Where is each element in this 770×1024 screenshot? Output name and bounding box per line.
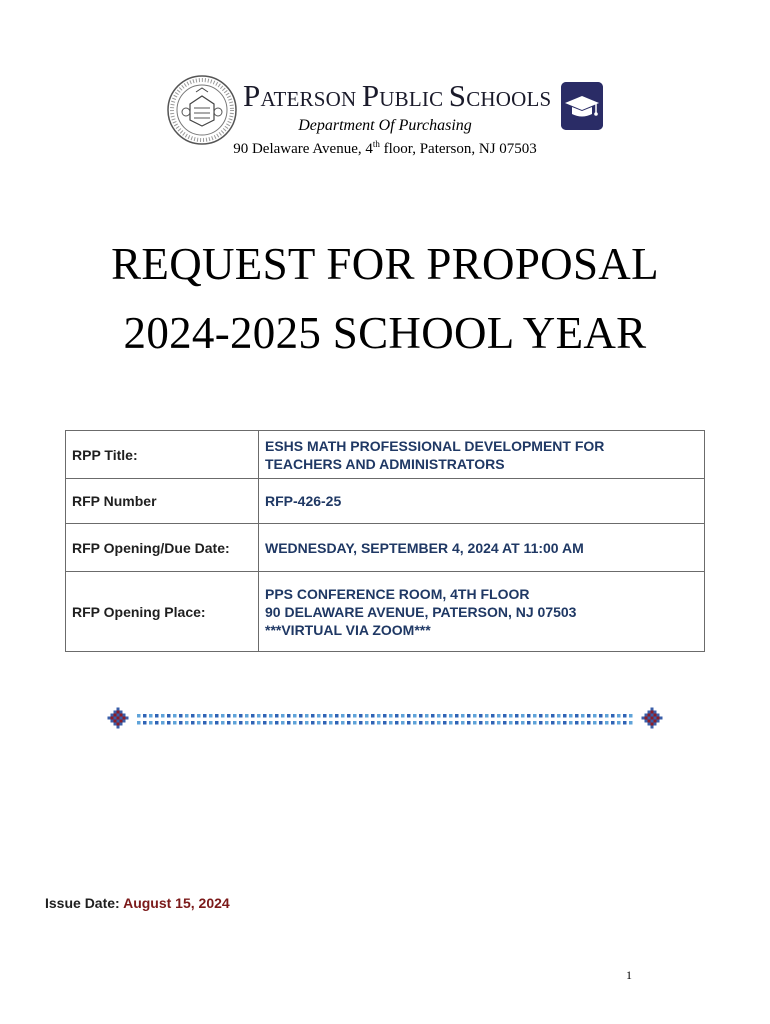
- divider-dot: [275, 714, 279, 718]
- row-value-line: TEACHERS AND ADMINISTRATORS: [265, 455, 505, 472]
- divider-dot: [269, 714, 273, 718]
- divider-dot: [335, 721, 339, 725]
- divider-dot: [479, 714, 483, 718]
- divider-dot: [197, 714, 201, 718]
- divider-dot: [317, 714, 321, 718]
- divider-dot: [371, 721, 375, 725]
- divider-dot: [317, 721, 321, 725]
- row-value-line: RFP-426-25: [265, 493, 342, 509]
- divider-dot: [263, 714, 267, 718]
- divider-dot: [311, 721, 315, 725]
- divider-dot: [377, 714, 381, 718]
- row-value-line: PPS CONFERENCE ROOM, 4TH FLOOR: [265, 585, 530, 602]
- divider-dot: [269, 721, 273, 725]
- row-value: [259, 524, 705, 572]
- divider-dot: [503, 721, 507, 725]
- table-row: [66, 431, 705, 479]
- divider-dot: [629, 721, 633, 725]
- rfp-info-table: [65, 430, 705, 652]
- divider-left-ornament: [108, 708, 129, 729]
- divider-dot: [539, 721, 543, 725]
- divider-dot: [515, 721, 519, 725]
- divider-dot: [143, 721, 147, 725]
- divider-dot: [545, 714, 549, 718]
- divider-dot: [275, 721, 279, 725]
- divider-dot: [377, 721, 381, 725]
- divider-dot: [479, 721, 483, 725]
- divider-dot: [173, 721, 177, 725]
- divider-dot: [413, 714, 417, 718]
- divider-dot: [593, 721, 597, 725]
- divider-dot: [257, 714, 261, 718]
- table-row: [66, 479, 705, 524]
- divider-dot: [587, 721, 591, 725]
- divider-dot: [431, 714, 435, 718]
- row-label: RPP Title:: [66, 431, 259, 479]
- divider-dot: [515, 714, 519, 718]
- divider-dot: [407, 714, 411, 718]
- page-number: 1: [626, 968, 632, 982]
- divider-dot: [623, 721, 627, 725]
- divider-dot: [209, 721, 213, 725]
- divider-dot: [299, 721, 303, 725]
- row-value: [259, 431, 705, 479]
- divider-dot: [179, 714, 183, 718]
- divider-dot: [353, 714, 357, 718]
- divider-dot: [623, 714, 627, 718]
- divider-dot: [509, 721, 513, 725]
- divider-dot: [323, 714, 327, 718]
- divider-dot: [341, 721, 345, 725]
- org-name-initial: P: [243, 78, 261, 113]
- issue-date-label: Issue Date:: [45, 895, 124, 911]
- divider-dot: [419, 721, 423, 725]
- divider-dot: [371, 714, 375, 718]
- divider-dot: [137, 714, 141, 718]
- row-value-line: 90 DELAWARE AVENUE, PATERSON, NJ 07503: [265, 603, 577, 620]
- divider-dot: [461, 714, 465, 718]
- divider-dot: [587, 714, 591, 718]
- divider-dot: [419, 714, 423, 718]
- divider-dot: [203, 721, 207, 725]
- divider-dot: [215, 721, 219, 725]
- divider-dot: [569, 721, 573, 725]
- divider-dot: [155, 721, 159, 725]
- divider-dot: [221, 714, 225, 718]
- row-label: RFP Opening/Due Date:: [66, 524, 259, 572]
- org-name-word: UBLIC: [379, 87, 449, 111]
- divider-dot: [215, 714, 219, 718]
- row-value: [259, 479, 705, 524]
- divider-dot: [383, 721, 387, 725]
- divider-dot: [287, 721, 291, 725]
- divider-dot: [401, 721, 405, 725]
- divider-dot: [473, 714, 477, 718]
- divider-dot: [245, 714, 249, 718]
- issue-date-value: August 15, 2024: [123, 895, 230, 911]
- divider-dot: [383, 714, 387, 718]
- divider-dot: [425, 714, 429, 718]
- divider-dot: [557, 721, 561, 725]
- row-value-line: ***VIRTUAL VIA ZOOM***: [265, 621, 431, 638]
- divider-dot: [173, 714, 177, 718]
- organization-name: [243, 78, 551, 114]
- divider-dot: [521, 721, 525, 725]
- divider-dot: [185, 714, 189, 718]
- divider-dot: [575, 721, 579, 725]
- divider-dot: [599, 721, 603, 725]
- divider-dot: [551, 714, 555, 718]
- divider-dot: [563, 721, 567, 725]
- divider-dot: [533, 714, 537, 718]
- divider-dot: [533, 721, 537, 725]
- divider-dot: [227, 721, 231, 725]
- divider-dot: [503, 714, 507, 718]
- divider-dot: [569, 714, 573, 718]
- divider-dot: [437, 714, 441, 718]
- state-seal-icon: [166, 74, 238, 146]
- divider-dot: [251, 721, 255, 725]
- org-name-word: CHOOLS: [466, 87, 552, 111]
- divider-dot: [497, 714, 501, 718]
- divider-dot: [605, 714, 609, 718]
- divider-dot: [485, 721, 489, 725]
- divider-dot: [161, 714, 165, 718]
- divider-dot: [239, 721, 243, 725]
- divider-dot: [491, 714, 495, 718]
- divider-dot: [347, 721, 351, 725]
- divider-dot: [221, 721, 225, 725]
- divider-dot: [593, 714, 597, 718]
- divider-dot: [611, 721, 615, 725]
- divider-dot: [491, 721, 495, 725]
- divider-dot: [329, 714, 333, 718]
- divider-dot: [239, 714, 243, 718]
- divider-dot: [233, 714, 237, 718]
- divider-dot: [347, 714, 351, 718]
- divider-dot: [527, 721, 531, 725]
- divider-dot: [443, 721, 447, 725]
- divider-dot: [437, 721, 441, 725]
- org-name-initial: S: [448, 78, 467, 113]
- divider-dot: [197, 721, 201, 725]
- divider-dot: [299, 714, 303, 718]
- table-row: [66, 572, 705, 652]
- divider-dot: [305, 721, 309, 725]
- table-row: [66, 524, 705, 572]
- divider-dot: [599, 714, 603, 718]
- school-year-title: 2024-2025 SCHOOL YEAR: [123, 308, 647, 358]
- divider-dot: [287, 714, 291, 718]
- divider-dot: [323, 721, 327, 725]
- divider-dot: [425, 721, 429, 725]
- divider-dot: [557, 714, 561, 718]
- divider-dot: [461, 721, 465, 725]
- divider-dot: [497, 721, 501, 725]
- divider-dot: [509, 714, 513, 718]
- divider-dot: [407, 721, 411, 725]
- row-value-line: ESHS MATH PROFESSIONAL DEVELOPMENT FOR: [265, 437, 605, 454]
- divider-dot: [227, 714, 231, 718]
- divider-dot: [617, 721, 621, 725]
- divider-dot: [257, 721, 261, 725]
- divider-dot: [581, 714, 585, 718]
- divider-dot: [305, 714, 309, 718]
- divider-dot: [359, 721, 363, 725]
- divider-dot: [209, 714, 213, 718]
- divider-dot: [545, 721, 549, 725]
- divider-dot: [185, 721, 189, 725]
- divider-dot: [539, 714, 543, 718]
- divider-dot: [281, 721, 285, 725]
- row-label: RFP Number: [66, 479, 259, 524]
- divider-dot: [575, 714, 579, 718]
- divider-dot: [149, 714, 153, 718]
- divider-dot: [143, 714, 147, 718]
- divider-dot: [365, 721, 369, 725]
- divider-dot: [149, 721, 153, 725]
- divider-dot: [281, 714, 285, 718]
- divider-dot: [365, 714, 369, 718]
- row-value-line: WEDNESDAY, SEPTEMBER 4, 2024 AT 11:00 AM: [265, 539, 584, 556]
- row-label: RFP Opening Place:: [66, 572, 259, 652]
- divider-dot: [251, 714, 255, 718]
- divider-dot: [293, 714, 297, 718]
- divider-dot: [179, 721, 183, 725]
- issue-date: [45, 895, 230, 911]
- divider-dot: [137, 721, 141, 725]
- divider-dot: [563, 714, 567, 718]
- divider-dot: [473, 721, 477, 725]
- divider-dot: [413, 721, 417, 725]
- divider-dot: [467, 721, 471, 725]
- decorative-divider: [105, 704, 665, 732]
- divider-dot: [389, 714, 393, 718]
- divider-dot: [617, 714, 621, 718]
- divider-dot: [341, 714, 345, 718]
- divider-dot: [161, 721, 165, 725]
- divider-dot: [353, 721, 357, 725]
- divider-dot: [605, 721, 609, 725]
- divider-dot: [167, 721, 171, 725]
- department-address: 90 Delaware Avenue, 4th floor, Paterson, NJ 07503: [233, 139, 537, 157]
- divider-dot: [449, 721, 453, 725]
- divider-dot: [395, 714, 399, 718]
- org-name-initial: P: [361, 78, 380, 113]
- divider-dot: [329, 721, 333, 725]
- divider-dot: [233, 721, 237, 725]
- divider-dot: [245, 721, 249, 725]
- divider-dot: [551, 721, 555, 725]
- divider-dot: [335, 714, 339, 718]
- divider-dot: [311, 714, 315, 718]
- document-title: REQUEST FOR PROPOSAL: [111, 239, 659, 289]
- divider-dot: [167, 714, 171, 718]
- divider-dot: [521, 714, 525, 718]
- divider-dot: [455, 721, 459, 725]
- divider-dot: [629, 714, 633, 718]
- divider-dot: [581, 721, 585, 725]
- department-name: Department Of Purchasing: [298, 117, 472, 134]
- divider-dot: [155, 714, 159, 718]
- divider-dot: [467, 714, 471, 718]
- divider-dot: [293, 721, 297, 725]
- divider-dot: [191, 714, 195, 718]
- row-value: [259, 572, 705, 652]
- divider-dot: [359, 714, 363, 718]
- divider-dot: [611, 714, 615, 718]
- divider-dot: [431, 721, 435, 725]
- divider-dot: [191, 721, 195, 725]
- divider-dot: [203, 714, 207, 718]
- org-name-word: ATERSON: [260, 87, 362, 111]
- divider-dot: [389, 721, 393, 725]
- divider-dot: [395, 721, 399, 725]
- divider-dot: [455, 714, 459, 718]
- divider-dot: [263, 721, 267, 725]
- divider-right-ornament: [642, 708, 663, 729]
- divider-dot: [485, 714, 489, 718]
- divider-dot: [443, 714, 447, 718]
- divider-dot: [449, 714, 453, 718]
- divider-dot: [401, 714, 405, 718]
- divider-dot: [527, 714, 531, 718]
